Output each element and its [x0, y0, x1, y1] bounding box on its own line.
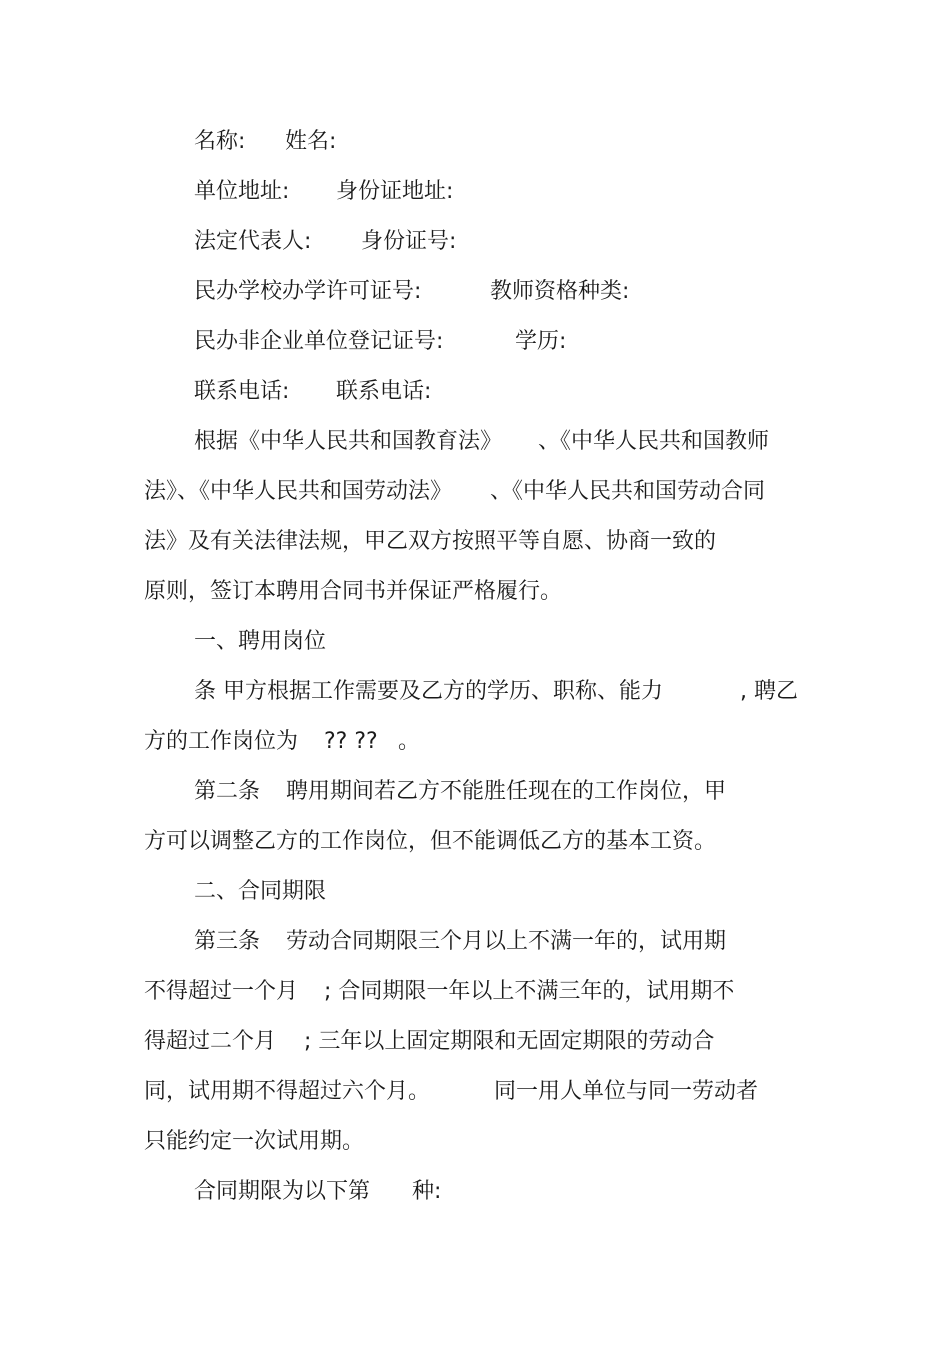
party-b-id-address-label: 身份证地址: — [336, 179, 454, 204]
article-2-line-1-text: 聘用期间若乙方不能胜任现在的工作岗位，甲 — [286, 779, 727, 804]
registration-row — [194, 327, 567, 357]
party-b-name-label: 姓名: — [285, 129, 337, 154]
article-3-line-3-a: 得超过二个月 — [144, 1029, 277, 1054]
preamble-line-2 — [144, 477, 766, 507]
address-row — [194, 177, 454, 207]
section-2-heading-text: 二、合同期限 — [194, 879, 327, 904]
article-2-line-1 — [194, 777, 727, 807]
article-3-line-4 — [144, 1077, 759, 1107]
preamble-line-3 — [144, 527, 716, 557]
article-3-number: 第三条 — [194, 929, 261, 954]
preamble-line-4-text: 原则，签订本聘用合同书并保证严格履行。 — [144, 579, 563, 604]
party-b-phone-label: 联系电话: — [336, 379, 432, 404]
section-1-heading — [194, 627, 326, 657]
party-b-education-label: 学历: — [515, 329, 567, 354]
article-3-line-4-b: 同一用人单位与同一劳动者 — [494, 1079, 759, 1104]
preamble-line-2-b: 、《中华人民共和国劳动合同 — [490, 479, 766, 504]
party-a-address-label: 单位地址: — [194, 179, 290, 204]
preamble-line-4 — [144, 577, 562, 607]
article-1-line-2-c: 。 — [398, 729, 421, 754]
party-a-legal-rep-label: 法定代表人: — [194, 229, 312, 254]
term-line-a: 合同期限为以下第 — [194, 1179, 371, 1204]
article-2-line-2 — [144, 827, 716, 857]
name-row — [194, 127, 337, 157]
preamble-line-1-a: 根据《中华人民共和国教育法》 — [194, 429, 503, 454]
preamble-line-1 — [194, 427, 770, 457]
section-1-heading-text: 一、聘用岗位 — [194, 629, 327, 654]
term-line — [194, 1177, 442, 1207]
article-1-line-1-a: 条 甲方根据工作需要及乙方的学历、职称、能力 — [194, 679, 663, 704]
article-2-line-2-text: 方可以调整乙方的工作岗位，但不能调低乙方的基本工资。 — [144, 829, 717, 854]
phone-row — [194, 377, 432, 407]
article-1-line-1 — [194, 677, 798, 707]
section-2-heading — [194, 877, 326, 907]
article-1-line-1-b: , 聘乙 — [740, 679, 798, 704]
party-b-id-number-label: 身份证号: — [361, 229, 457, 254]
article-3-line-4-a: 同，试用期不得超过六个月。 — [144, 1079, 431, 1104]
article-3-line-2-a: 不得超过一个月 — [144, 979, 299, 1004]
party-a-school-license-label: 民办学校办学许可证号: — [194, 279, 422, 304]
party-a-registration-label: 民办非企业单位登记证号: — [194, 329, 444, 354]
party-a-name-label: 名称: — [194, 129, 246, 154]
article-3-line-3-b: ; 三年以上固定期限和无固定期限的劳动合 — [304, 1029, 715, 1054]
article-3-line-5-text: 只能约定一次试用期。 — [144, 1129, 365, 1154]
preamble-line-1-b: 、《中华人民共和国教师 — [538, 429, 770, 454]
article-3-line-2-b: ; 合同期限一年以上不满三年的，试用期不 — [324, 979, 735, 1004]
article-3-line-3 — [144, 1027, 715, 1057]
article-1-line-2 — [144, 727, 421, 757]
article-3-line-1-text: 劳动合同期限三个月以上不满一年的，试用期 — [286, 929, 727, 954]
article-3-line-5 — [144, 1127, 364, 1157]
party-a-phone-label: 联系电话: — [194, 379, 290, 404]
preamble-line-3-text: 法》及有关法律法规，甲乙双方按照平等自愿、协商一致的 — [144, 529, 717, 554]
party-b-teacher-qualification-label: 教师资格种类: — [490, 279, 630, 304]
legal-rep-row — [194, 227, 457, 257]
article-1-line-2-b: ?? ?? — [324, 729, 378, 754]
term-line-b: 种: — [412, 1179, 442, 1204]
article-3-line-1 — [194, 927, 727, 957]
preamble-line-2-a: 法》、《中华人民共和国劳动法》 — [144, 479, 453, 504]
article-2-number: 第二条 — [194, 779, 261, 804]
article-3-line-2 — [144, 977, 735, 1007]
license-row — [194, 277, 630, 307]
article-1-line-2-a: 方的工作岗位为 — [144, 729, 299, 754]
